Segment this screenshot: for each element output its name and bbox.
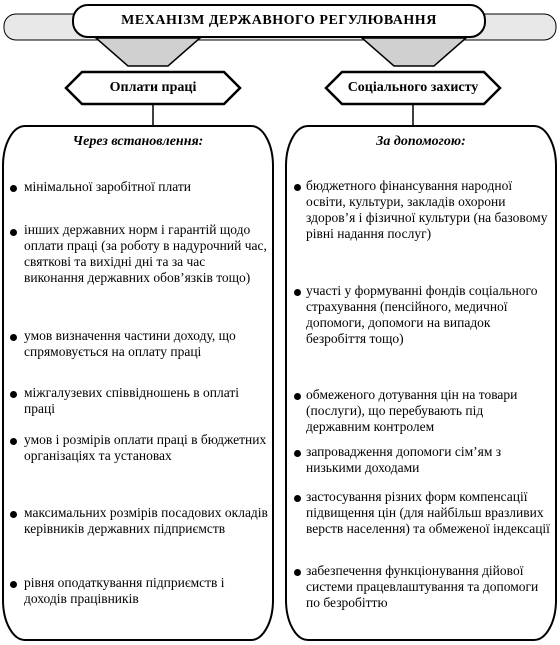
heading-social: За допомогою: xyxy=(376,134,466,149)
bullet xyxy=(294,495,301,502)
diagram-title: МЕХАНІЗМ ДЕРЖАВНОГО РЕГУЛЮВАННЯ xyxy=(72,4,486,38)
bullet xyxy=(294,393,301,400)
list-item-wages: умов визначення частини доходу, що спрямовується на оплату праці xyxy=(24,328,236,359)
panel-left xyxy=(3,126,273,640)
bullet xyxy=(10,185,17,192)
bullet xyxy=(294,569,301,576)
bullet xyxy=(10,229,17,236)
funnel-right xyxy=(362,38,466,66)
branch-label-wages: Оплати праці xyxy=(109,80,197,95)
bullet xyxy=(10,438,17,445)
list-item-social: застосування різних форм компенсації підвищення цін (для найбільш вразливих верств населення) та обмеженої індексації xyxy=(306,489,550,536)
list-item-wages: рівня оподаткування підприємств і доходів працівників xyxy=(24,575,225,606)
list-item-social: запровадження допомоги сім’ям з низькими доходами xyxy=(306,444,502,475)
bullet xyxy=(294,450,301,457)
bullet xyxy=(294,184,301,191)
list-item-wages: максимальних розмірів посадових окладів керівників державних підприємств xyxy=(24,505,268,536)
list-item-social: обмеженого дотування цін на товари (послуги), що перебувають під державним контролем xyxy=(306,387,518,434)
list-item-wages: міжгалузевих співвідношень в оплаті праці xyxy=(24,385,240,416)
bullet xyxy=(10,391,17,398)
list-item-wages: умов і розмірів оплати праці в бюджетних організаціях та установах xyxy=(24,432,267,463)
list-item-social: участі у формуванні фондів соціального страхування (пенсійного, медичної допомоги, допомоги на випадок безробіття тощо) xyxy=(306,283,538,346)
list-item-social: забезпечення функціонування дійової системи працевлаштування та допомоги по безробіттю xyxy=(306,563,539,610)
list-item-wages: інших державних норм і гарантій щодо оплати праці (за роботу в надурочний час, святкові та вихідні дні та за час виконання державних обов’язків тощо) xyxy=(24,222,267,285)
funnel-left xyxy=(96,38,200,66)
bullet xyxy=(10,511,17,518)
bullet xyxy=(294,289,301,296)
list-item-wages: мінімальної заробітної плати xyxy=(24,179,191,194)
branch-label-social: Соціального захисту xyxy=(347,80,479,95)
heading-wages: Через встановлення: xyxy=(72,134,204,149)
list-item-social: бюджетного фінансування народної освіти, культури, закладів охорони здоров’я і фізичної культури (на базовому рівні надання послуг) xyxy=(306,178,548,241)
bullet xyxy=(10,581,17,588)
bullet xyxy=(10,334,17,341)
